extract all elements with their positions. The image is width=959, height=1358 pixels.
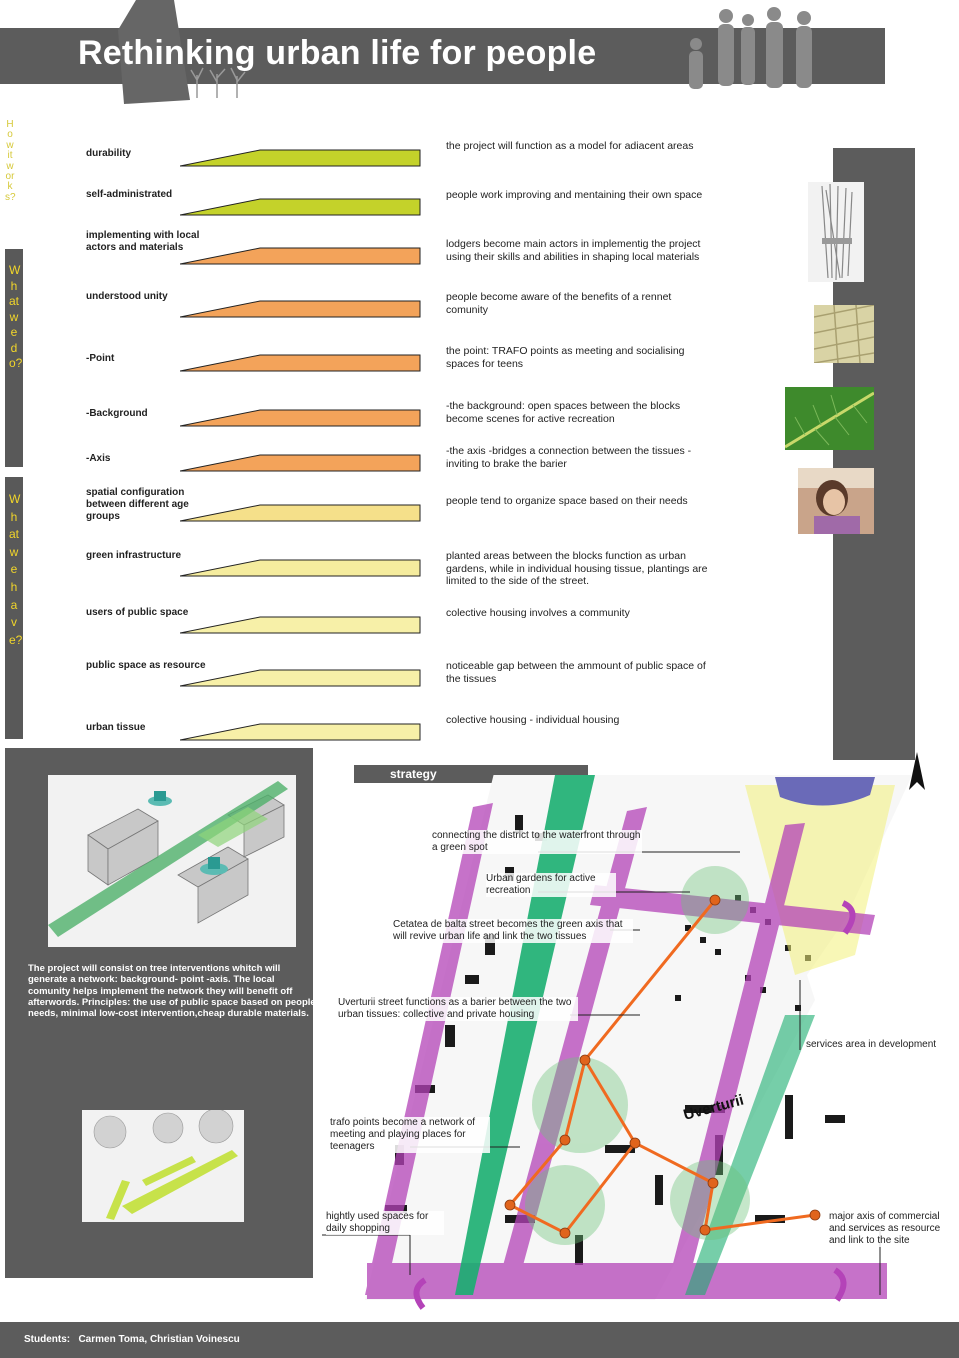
layers-list (0, 0, 830, 750)
layer-description: noticeable gap between the ammount of public space of the tissues (446, 660, 706, 685)
wood-bundle-photo (808, 182, 864, 282)
how-it-works-text: How it works? (5, 119, 16, 203)
layer-plane (180, 388, 430, 428)
layer-description: colective housing involves a community (446, 607, 630, 619)
layer-plane (180, 433, 430, 473)
annotation-waterfront: connecting the district to the waterfront through a green spot (432, 830, 641, 853)
green-path-sketch (82, 1110, 244, 1222)
layer-plane-shape (180, 199, 420, 215)
layer-plane (180, 648, 430, 688)
layer-description: colective housing - individual housing (446, 714, 620, 726)
layer-description: people become aware of the benefits of a rennet comunity (446, 291, 672, 316)
annotation-barier: Uverturii street functions as a barier between the two urban tissues: collective and private housing (338, 997, 578, 1021)
layer-plane (180, 333, 430, 373)
annotation-services: services area in development (806, 1039, 958, 1051)
map-street-label: Uverturii (681, 1091, 746, 1124)
what-we-have-text: What we have? (9, 492, 23, 647)
footer-bar (0, 1322, 959, 1358)
strategy-label: strategy (390, 767, 437, 781)
layer-plane (180, 483, 430, 523)
layer-plane-shape (180, 301, 420, 317)
wood-planks-photo (814, 305, 874, 363)
layer-plane-shape (180, 724, 420, 740)
axonometric-sketch (48, 775, 296, 947)
layer-plane-shape (180, 150, 420, 166)
layer-label: -Axis (86, 453, 111, 464)
layer-label: implementing with local actors and materials (86, 230, 200, 253)
layer-label: understood unity (86, 291, 168, 302)
layer-plane-shape (180, 505, 420, 521)
annotation-gardens: Urban gardens for active recreation (486, 873, 616, 897)
layer-plane-shape (180, 248, 420, 264)
green-leaf-photo (785, 387, 874, 450)
layer-description: lodgers become main actors in implementig the project using their skills and abilities in shaping local materials (446, 238, 701, 263)
annotation-trafo: trafo points become a network of meeting and playing places for teenagers (330, 1117, 490, 1153)
layer-plane-shape (180, 617, 420, 633)
layer-label: public space as resource (86, 660, 206, 671)
layer-plane-shape (180, 670, 420, 686)
layer-plane-shape (180, 455, 420, 471)
layer-plane (180, 128, 430, 168)
layer-plane (180, 538, 430, 578)
what-we-do-text: What we do? (9, 263, 23, 370)
layer-label: urban tissue (86, 722, 146, 733)
annotation-green-axis: Cetatea de balta street becomes the green axis that will revive urban life and link the two tissues (393, 919, 633, 943)
layer-plane (180, 595, 430, 635)
annotation-shopping: hightly used spaces for daily shopping (326, 1211, 444, 1235)
layer-description: people work improving and mentaining their own space (446, 189, 703, 201)
layer-plane-shape (180, 355, 420, 371)
layer-label: durability (86, 148, 132, 159)
layer-description: the project will function as a model for adiacent areas (446, 140, 694, 152)
layer-label: green infrastructure (86, 550, 182, 561)
layer-label: spatial configuration between different age groups (86, 487, 189, 522)
layer-label: -Point (86, 353, 115, 364)
page-title: Rethinking urban life for people (78, 34, 597, 72)
annotation-commercial: major axis of commercial and services as resource and link to the site (829, 1211, 957, 1247)
layer-description: people tend to organize space based on their needs (446, 495, 688, 507)
layer-description: planted areas between the blocks function as urban gardens, while in individual housing tissue, plantings are limited to the side of the street. (446, 550, 708, 587)
layer-description: -the background: open spaces between the blocks become scenes for active recreation (446, 400, 681, 425)
layer-plane-shape (180, 410, 420, 426)
child-photo (798, 468, 874, 534)
layer-plane (180, 177, 430, 217)
layer-plane (180, 279, 430, 319)
layer-description: the point: TRAFO points as meeting and socialising spaces for teens (446, 345, 685, 370)
layer-plane (180, 702, 430, 742)
students-credit: Students: Carmen Toma, Christian Voinescu (24, 1334, 240, 1345)
layer-label: self-administrated (86, 189, 173, 200)
layer-label: -Background (86, 408, 148, 419)
layer-plane-shape (180, 560, 420, 576)
layer-plane (180, 226, 430, 266)
layer-description: -the axis -bridges a connection between the tissues -inviting to brake the barier (446, 445, 692, 470)
layer-label: users of public space (86, 607, 189, 618)
project-description: The project will consist on tree interventions whitch will generate a network: background- point -axis. The local comunity helps implement the network they will benefit off afterwords. Principles: the use of public space based on people needs, minimal low-cost intervention,cheap durable materials. (28, 963, 316, 1020)
